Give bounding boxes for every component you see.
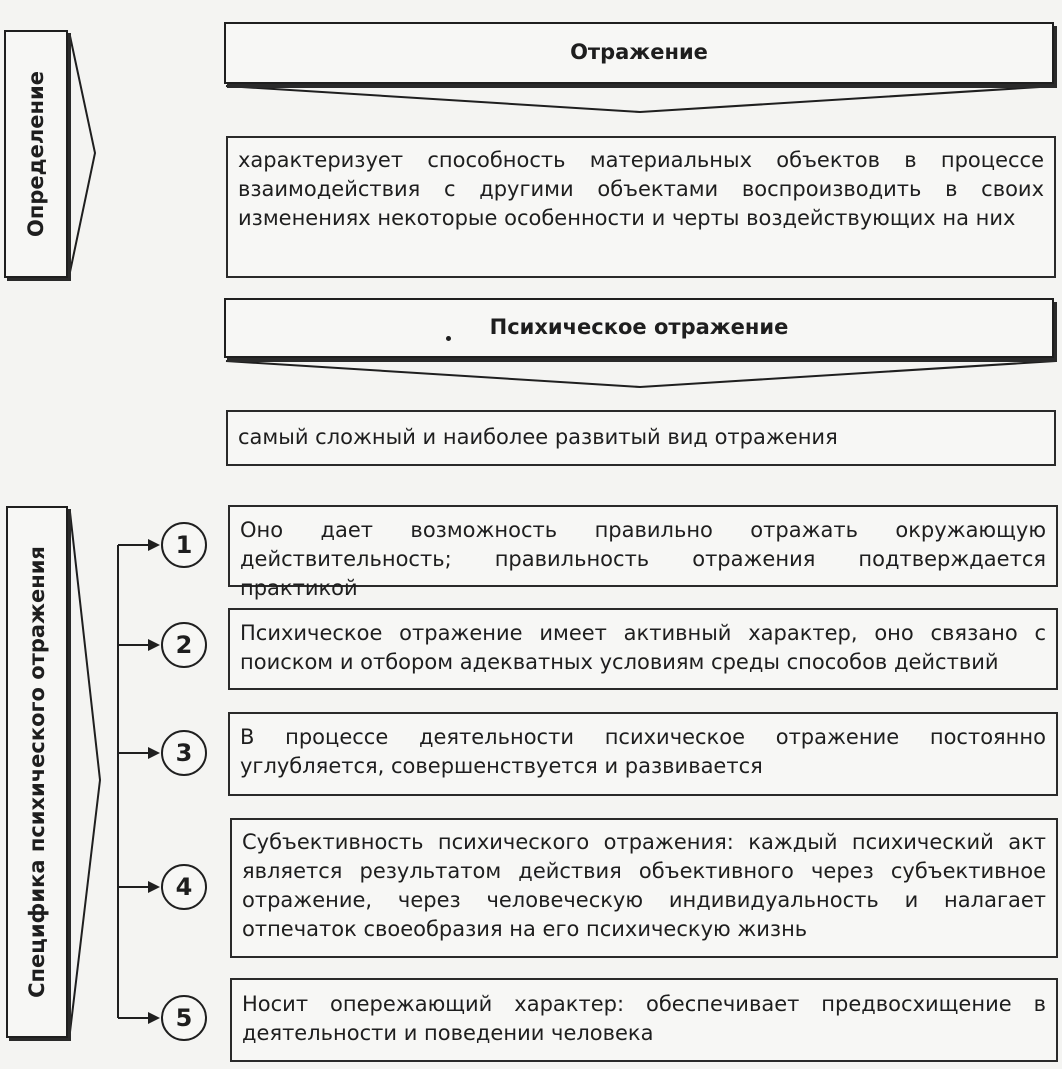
feature-text-1: Оно дает возможность правильно отражать окружающую действительность; правильность отражения подтверждается практикой — [240, 518, 1046, 600]
feature-number-1: 1 — [161, 522, 207, 568]
psychic-reflection-header — [224, 298, 1054, 358]
feature-box-5 — [230, 978, 1058, 1062]
psychic-definition-text: самый сложный и наиболее развитый вид отражения — [238, 425, 838, 449]
arrowhead-4 — [148, 881, 160, 893]
definition-label: Определение — [24, 71, 48, 237]
feature-number-5: 5 — [161, 995, 207, 1041]
reflection-chevron — [226, 86, 1056, 112]
specifics-label-box — [6, 506, 68, 1038]
feature-number-3: 3 — [161, 730, 207, 776]
feature-box-3 — [228, 712, 1058, 796]
definition-label-box — [4, 30, 68, 278]
specifics-label: Специфика психического отражения — [25, 546, 49, 998]
arrowhead-5 — [148, 1012, 160, 1024]
definition-label-arrow — [70, 36, 95, 272]
feature-text-4: Субъективность психического отражения: каждый психический акт является результатом действия объективного через субъективное отражение, через человеческую индивидуальность и налагает отпечаток своеобразия на его психическую жизнь — [242, 830, 1046, 941]
reflection-definition-text: характеризует способность материальных объектов в процессе взаимодействия с другими объектами воспроизводить в своих изменениях некоторые особенности и черты воздействующих на них — [238, 148, 1044, 230]
specifics-label-arrow — [70, 512, 100, 1032]
dot-mark — [446, 336, 451, 341]
feature-box-1 — [228, 505, 1058, 600]
feature-number-2: 2 — [161, 622, 207, 668]
feature-box-2 — [228, 608, 1058, 690]
feature-text-5: Носит опережающий характер: обеспечивает предвосхищение в деятельности и поведении человека — [242, 992, 1046, 1045]
reflection-title: Отражение — [570, 40, 708, 64]
reflection-header — [224, 22, 1054, 84]
psychic-reflection-title: Психическое отражение — [489, 315, 789, 339]
psychic-definition-box — [226, 410, 1056, 466]
reflection-definition-box — [226, 136, 1056, 278]
feature-box-4 — [230, 818, 1058, 958]
arrowhead-3 — [148, 747, 160, 759]
feature-number-4: 4 — [161, 864, 207, 910]
arrowhead-2 — [148, 639, 160, 651]
arrowhead-1 — [148, 539, 160, 551]
feature-text-2: Психическое отражение имеет активный характер, оно связано с поиском и отбором адекватных условиям среды способов действий — [240, 621, 1046, 674]
feature-text-3: В процессе деятельности психическое отражение постоянно углубляется, совершенствуется и развивается — [240, 725, 1046, 778]
psychic-chevron — [226, 361, 1056, 387]
